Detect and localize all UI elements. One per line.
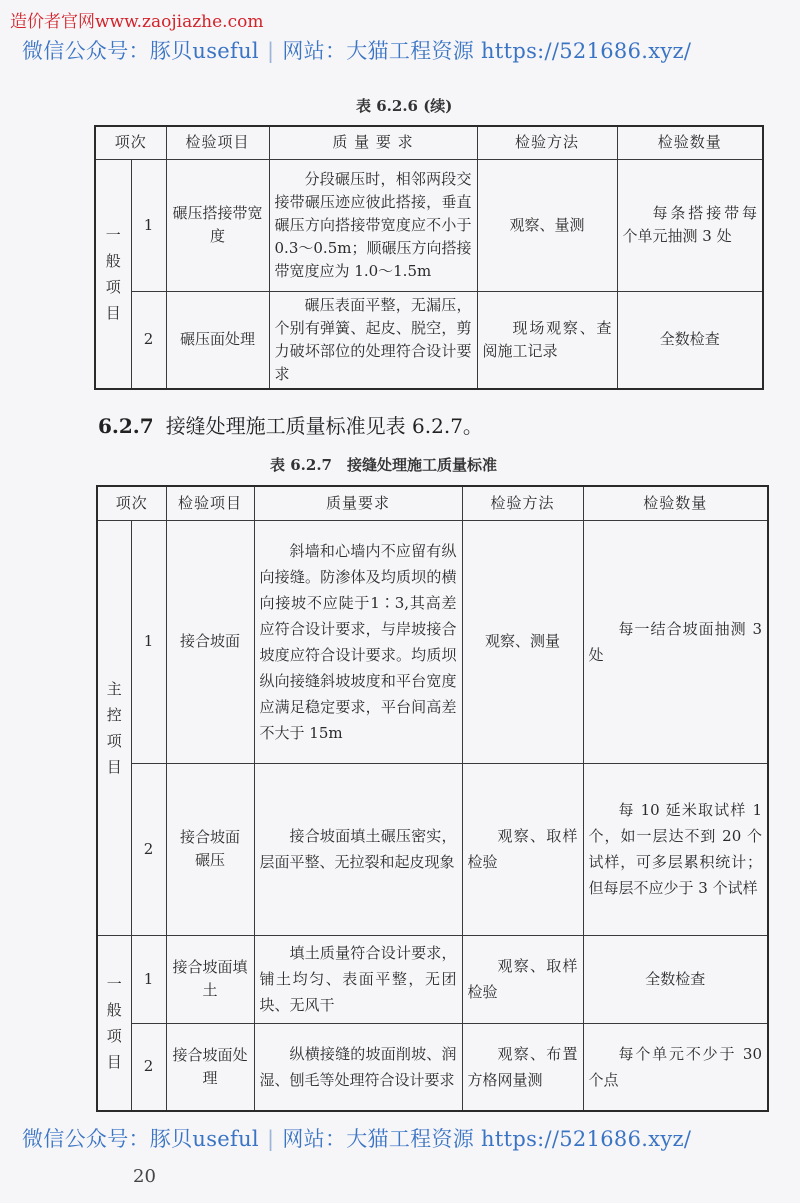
inspection-quantity: 每一结合坡面抽测 3 处 bbox=[583, 520, 768, 763]
page-number: 20 bbox=[133, 1166, 156, 1187]
header-cell: 检验项目 bbox=[166, 126, 269, 159]
watermark-wechat: 微信公众号：豚贝useful bbox=[22, 1127, 259, 1151]
watermark-site: 网站：大猫工程资源 https://521686.xyz/ bbox=[282, 39, 692, 63]
row-number: 2 bbox=[131, 1023, 166, 1111]
inspection-quantity: 全数检查 bbox=[617, 291, 763, 389]
group-cell: 主控项目 bbox=[97, 520, 131, 935]
table-row bbox=[97, 520, 768, 763]
table-header-row bbox=[97, 486, 768, 520]
header-cell: 检验方法 bbox=[462, 486, 583, 520]
header-cell: 检验数量 bbox=[617, 126, 763, 159]
row-number: 2 bbox=[131, 763, 166, 935]
quality-requirement: 碾压表面平整，无漏压，个别有弹簧、起皮、脱空，剪力破坏部位的处理符合设计要求 bbox=[269, 291, 477, 389]
table-row bbox=[97, 935, 768, 1023]
table-header-row bbox=[95, 126, 763, 159]
header-cell: 检验项目 bbox=[166, 486, 254, 520]
inspection-method: 现场观察、查阅施工记录 bbox=[477, 291, 617, 389]
inspection-item: 接合坡面碾压 bbox=[166, 763, 254, 935]
watermark-site: 网站：大猫工程资源 https://521686.xyz/ bbox=[282, 1127, 692, 1151]
inspection-item: 碾压搭接带宽度 bbox=[166, 159, 269, 291]
quality-requirement: 分段碾压时，相邻两段交接带碾压迹应彼此搭接，垂直碾压方向搭接带宽度应不小于 0.3～0.5m；顺碾压方向搭接带宽度应为 1.0～1.5m bbox=[269, 159, 477, 291]
watermark-banner-bottom bbox=[22, 1126, 691, 1152]
watermark-separator: | bbox=[266, 1127, 275, 1151]
table-6-2-7 bbox=[96, 485, 769, 1112]
inspection-item: 接合坡面处理 bbox=[166, 1023, 254, 1111]
header-cell: 质量要求 bbox=[254, 486, 462, 520]
group-cell: 一般项目 bbox=[97, 935, 131, 1111]
row-number: 1 bbox=[131, 159, 166, 291]
inspection-quantity: 全数检查 bbox=[583, 935, 768, 1023]
quality-requirement: 填土质量符合设计要求，铺土均匀、表面平整，无团块、无风干 bbox=[254, 935, 462, 1023]
inspection-method: 观察、取样检验 bbox=[462, 935, 583, 1023]
quality-requirement: 接合坡面填土碾压密实，层面平整、无拉裂和起皮现象 bbox=[254, 763, 462, 935]
watermark-banner-top bbox=[22, 38, 691, 64]
section-number: 6.2.7 bbox=[98, 414, 154, 438]
inspection-item: 碾压面处理 bbox=[166, 291, 269, 389]
section-text: 接缝处理施工质量标准见表 6.2.7。 bbox=[165, 414, 483, 438]
inspection-method: 观察、取样检验 bbox=[462, 763, 583, 935]
inspection-quantity: 每 10 延米取试样 1 个，如一层达不到 20 个试样，可多层累积统计；但每层不应少于 3 个试样 bbox=[583, 763, 768, 935]
inspection-item: 接合坡面填土 bbox=[166, 935, 254, 1023]
row-number: 1 bbox=[131, 520, 166, 763]
quality-requirement: 纵横接缝的坡面削坡、润湿、刨毛等处理符合设计要求 bbox=[254, 1023, 462, 1111]
inspection-method: 观察、测量 bbox=[462, 520, 583, 763]
header-cell: 项次 bbox=[97, 486, 166, 520]
header-cell: 检验数量 bbox=[583, 486, 768, 520]
table2-caption: 表 6.2.7 接缝处理施工质量标准 bbox=[270, 456, 497, 474]
header-cell: 检验方法 bbox=[477, 126, 617, 159]
inspection-method: 观察、布置方格网量测 bbox=[462, 1023, 583, 1111]
table-row bbox=[97, 1023, 768, 1111]
group-cell: 一般项目 bbox=[95, 159, 131, 389]
table-row bbox=[97, 763, 768, 935]
header-cell: 质 量 要 求 bbox=[269, 126, 477, 159]
inspection-method: 观察、量测 bbox=[477, 159, 617, 291]
row-number: 1 bbox=[131, 935, 166, 1023]
row-number: 2 bbox=[131, 291, 166, 389]
watermark-site-red: 造价者官网www.zaojiazhe.com bbox=[10, 12, 264, 32]
watermark-wechat: 微信公众号：豚贝useful bbox=[22, 39, 259, 63]
table-row bbox=[95, 291, 763, 389]
inspection-item: 接合坡面 bbox=[166, 520, 254, 763]
table1-caption: 表 6.2.6 (续) bbox=[356, 97, 453, 115]
quality-requirement: 斜墙和心墙内不应留有纵向接缝。防渗体及均质坝的横向接坡不应陡于1∶3,其高差应符合设计要求，与岸坡接合坡度应符合设计要求。均质坝纵向接缝斜坡坡度和平台宽度应满足稳定要求，平台间高差不大于 15m bbox=[254, 520, 462, 763]
table-row bbox=[95, 159, 763, 291]
table-6-2-6 bbox=[94, 125, 764, 390]
watermark-separator: | bbox=[266, 39, 275, 63]
header-cell: 项次 bbox=[95, 126, 166, 159]
section-heading bbox=[98, 410, 483, 439]
inspection-quantity: 每条搭接带每个单元抽测 3 处 bbox=[617, 159, 763, 291]
inspection-quantity: 每个单元不少于 30 个点 bbox=[583, 1023, 768, 1111]
